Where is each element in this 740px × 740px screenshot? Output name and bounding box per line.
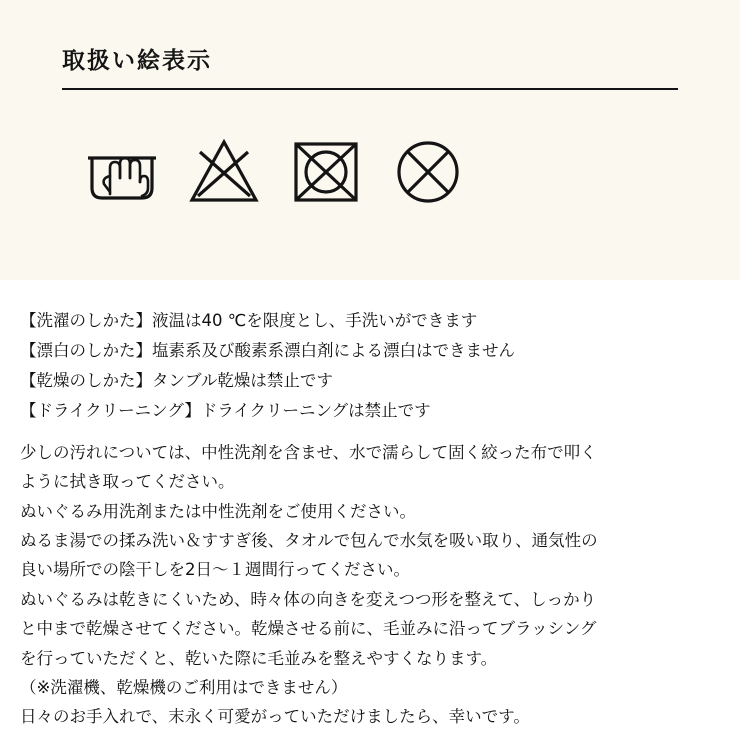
care-instructions-block xyxy=(0,280,740,740)
heading-divider xyxy=(62,88,678,90)
symbol-panel xyxy=(0,0,740,280)
no-bleach-icon xyxy=(184,132,264,212)
note-line: と中まで乾燥させてください。乾燥させる前に、毛並みに沿ってブラッシング xyxy=(20,619,597,639)
note-line: を行っていただくと、乾いた際に毛並みを整えやすくなります。 xyxy=(20,648,498,668)
note-line: ぬいぐるみ用洗剤または中性洗剤をご使用ください。 xyxy=(20,501,416,521)
care-list-item: 【漂白のしかた】塩素系及び酸素系漂白剤による漂白はできません xyxy=(20,341,515,361)
hand-wash-icon xyxy=(82,132,162,212)
care-notes xyxy=(20,438,728,732)
care-list xyxy=(20,306,726,426)
care-list-item: 【乾燥のしかた】タンブル乾燥は禁止です xyxy=(20,371,333,391)
note-line: 少しの汚れについては、中性洗剤を含ませ、水で濡らして固く絞った布で叩く xyxy=(20,443,597,462)
note-line: 日々のお手入れで、末永く可愛がっていただけましたら、幸いです。 xyxy=(20,707,530,727)
no-dry-clean-icon xyxy=(388,132,468,212)
note-line: 良い場所での陰干しを2日〜１週間行ってください。 xyxy=(20,560,410,580)
note-line: ように拭き取ってください。 xyxy=(20,472,235,492)
heading-block xyxy=(62,48,678,90)
page-title: 取扱い絵表示 xyxy=(62,48,212,74)
care-symbol-row xyxy=(82,132,468,212)
note-line: ぬるま湯での揉み洗い＆すすぎ後、タオルで包んで水気を吸い取り、通気性の xyxy=(20,531,598,551)
no-tumble-dry-icon xyxy=(286,132,366,212)
care-list-item: 【ドライクリーニング】ドライクリーニングは禁止です xyxy=(20,401,431,421)
care-list-item: 【洗濯のしかた】液温は40 ℃を限度とし、手洗いができます xyxy=(20,311,478,330)
note-line: ぬいぐるみは乾きにくいため、時々体の向きを変えつつ形を整えて、しっかり xyxy=(20,589,597,609)
note-line: （※洗濯機、乾燥機のご利用はできません） xyxy=(20,677,348,697)
